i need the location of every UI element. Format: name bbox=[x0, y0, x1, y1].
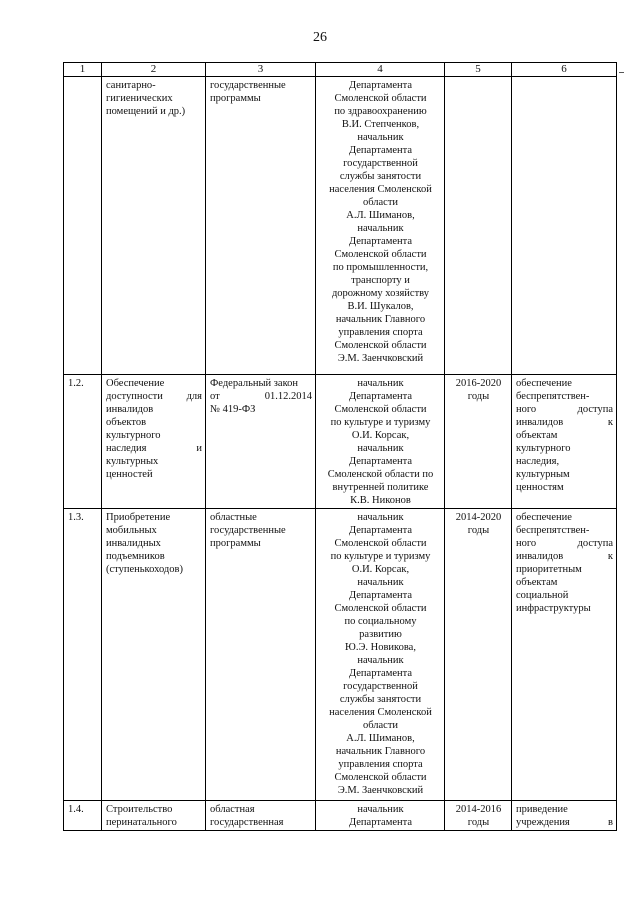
measure-line: (ступенькоходов) bbox=[106, 564, 183, 575]
responsible-line: внутренней политике bbox=[332, 482, 429, 493]
responsible-line: О.И. Корсак, bbox=[351, 430, 410, 441]
result-line: наследия, bbox=[516, 456, 560, 467]
basis-cell bbox=[206, 801, 316, 831]
measure-line: наследия и bbox=[106, 443, 202, 454]
basis-line: областные bbox=[210, 512, 257, 523]
measure-line: культурных bbox=[106, 456, 159, 467]
basis-line: программы bbox=[210, 538, 261, 549]
basis-cell bbox=[206, 375, 316, 509]
responsible-line: А.Л. Шиманов, bbox=[346, 733, 415, 744]
measure-line: Приобретение bbox=[106, 512, 171, 523]
result-line: обеспечение bbox=[516, 512, 572, 523]
table-row bbox=[64, 77, 617, 375]
responsible-line: Смоленской области bbox=[334, 340, 427, 351]
responsible-line: Смоленской области bbox=[334, 772, 427, 783]
column-header: 4 bbox=[316, 63, 445, 77]
result-line: инвалидов к bbox=[516, 417, 613, 428]
responsible-line: Департамента bbox=[348, 236, 413, 247]
basis-line: Федеральный закон bbox=[210, 378, 299, 389]
responsible-line: начальник bbox=[357, 577, 404, 588]
result-line: инвалидов к bbox=[516, 551, 613, 562]
responsible-line: государственной bbox=[343, 158, 418, 169]
result-line: объектам bbox=[516, 577, 558, 588]
measures-table bbox=[63, 62, 617, 831]
result-line: приведение bbox=[516, 804, 568, 815]
responsible-line: К.В. Никонов bbox=[350, 495, 411, 506]
measure-line: культурного bbox=[106, 430, 161, 441]
responsible-line: службы занятости bbox=[339, 694, 422, 705]
measure-line: инвалидных bbox=[106, 538, 161, 549]
responsible-line: Смоленской области bbox=[334, 404, 427, 415]
result-line: объектам bbox=[516, 430, 558, 441]
period-line: годы bbox=[467, 525, 490, 536]
column-header: 6 bbox=[512, 63, 617, 77]
measure-line: доступности для bbox=[106, 391, 202, 402]
responsible-line: Смоленской области bbox=[334, 603, 427, 614]
measure-line: перинатального bbox=[106, 817, 177, 828]
basis-cell bbox=[206, 509, 316, 801]
responsible-line: по культуре и туризму bbox=[330, 417, 431, 428]
basis-line: государственная bbox=[210, 817, 284, 828]
period-cell bbox=[445, 509, 512, 801]
period-cell bbox=[445, 77, 512, 375]
responsible-line: начальник bbox=[357, 132, 404, 143]
page-number: 26 bbox=[313, 30, 327, 45]
measure-line: ценностей bbox=[106, 469, 153, 480]
basis-line: программы bbox=[210, 93, 261, 104]
basis-line: от 01.12.2014 bbox=[210, 391, 312, 402]
period-line: годы bbox=[467, 817, 490, 828]
responsible-line: дорожному хозяйству bbox=[331, 288, 430, 299]
responsible-line: развитию bbox=[359, 629, 402, 640]
column-header: 1 bbox=[64, 63, 102, 77]
responsible-line: начальник bbox=[357, 223, 404, 234]
responsible-line: А.Л. Шиманов, bbox=[346, 210, 415, 221]
result-cell bbox=[512, 375, 617, 509]
result-line: беспрепятствен- bbox=[516, 525, 590, 536]
result-line: инфраструктуры bbox=[516, 603, 591, 614]
measure-line: инвалидов bbox=[106, 404, 154, 415]
responsible-cell bbox=[316, 801, 445, 831]
responsible-line: Департамента bbox=[348, 668, 413, 679]
responsible-line: Департамента bbox=[348, 590, 413, 601]
measure-cell bbox=[102, 801, 206, 831]
result-line: культурным bbox=[516, 469, 570, 480]
basis-line: областная bbox=[210, 804, 255, 815]
responsible-line: В.И. Шукалов, bbox=[347, 301, 414, 312]
responsible-line: Департамента bbox=[348, 525, 413, 536]
responsible-line: по здравоохранению bbox=[334, 106, 427, 117]
responsible-line: Смоленской области по bbox=[327, 469, 434, 480]
responsible-line: Смоленской области bbox=[334, 93, 427, 104]
measure-cell bbox=[102, 375, 206, 509]
responsible-line: Смоленской области bbox=[334, 538, 427, 549]
responsible-line: государственной bbox=[343, 681, 418, 692]
period-cell bbox=[445, 801, 512, 831]
responsible-cell bbox=[316, 375, 445, 509]
measure-line: Строительство bbox=[106, 804, 173, 815]
measure-line: помещений и др.) bbox=[106, 106, 186, 117]
row-number: 1.2. bbox=[64, 375, 102, 509]
row-number: 1.3. bbox=[64, 509, 102, 801]
responsible-line: начальник bbox=[357, 655, 404, 666]
result-line: обеспечение bbox=[516, 378, 572, 389]
period-cell bbox=[445, 375, 512, 509]
responsible-line: начальник bbox=[357, 378, 404, 389]
measure-line: мобильных bbox=[106, 525, 157, 536]
table-header-row bbox=[64, 63, 617, 77]
measure-line: объектов bbox=[106, 417, 147, 428]
result-line: ного доступа bbox=[516, 538, 613, 549]
basis-line: государственные bbox=[210, 525, 286, 536]
row-number: 1.4. bbox=[64, 801, 102, 831]
responsible-line: Департамента bbox=[348, 456, 413, 467]
measure-cell bbox=[102, 509, 206, 801]
responsible-line: Э.М. Заенчковский bbox=[337, 785, 424, 796]
responsible-line: начальник bbox=[357, 804, 404, 815]
responsible-cell bbox=[316, 77, 445, 375]
responsible-line: области bbox=[362, 720, 399, 731]
responsible-line: начальник Главного bbox=[335, 314, 426, 325]
responsible-line: службы занятости bbox=[339, 171, 422, 182]
responsible-line: Ю.Э. Новикова, bbox=[345, 642, 416, 653]
margin-tick bbox=[619, 72, 624, 73]
responsible-line: транспорту и bbox=[351, 275, 410, 286]
period-line: годы bbox=[467, 391, 490, 402]
responsible-line: управления спорта bbox=[338, 759, 423, 770]
basis-line: № 419-ФЗ bbox=[210, 404, 256, 415]
responsible-line: Департамента bbox=[348, 391, 413, 402]
responsible-line: Департамента bbox=[348, 817, 413, 828]
measure-line: подъемников bbox=[106, 551, 165, 562]
period-line: 2016-2020 bbox=[455, 378, 502, 389]
responsible-line: начальник bbox=[357, 512, 404, 523]
responsible-line: по культуре и туризму bbox=[330, 551, 431, 562]
responsible-line: Э.М. Заенчковский bbox=[337, 353, 424, 364]
result-line: социальной bbox=[516, 590, 569, 601]
result-cell bbox=[512, 801, 617, 831]
measure-line: Обеспечение bbox=[106, 378, 165, 389]
table-row bbox=[64, 375, 617, 509]
basis-cell bbox=[206, 77, 316, 375]
result-line: учреждения в bbox=[516, 817, 613, 828]
responsible-line: Смоленской области bbox=[334, 249, 427, 260]
result-line: приоритетным bbox=[516, 564, 582, 575]
period-line: 2014-2016 bbox=[455, 804, 502, 815]
table-row bbox=[64, 801, 617, 831]
measure-line: санитарно- bbox=[106, 80, 156, 91]
result-line: культурного bbox=[516, 443, 571, 454]
period-line: 2014-2020 bbox=[455, 512, 502, 523]
result-cell bbox=[512, 509, 617, 801]
responsible-line: Департамента bbox=[348, 80, 413, 91]
responsible-line: В.И. Степченков, bbox=[341, 119, 420, 130]
result-cell bbox=[512, 77, 617, 375]
column-header: 3 bbox=[206, 63, 316, 77]
responsible-line: управления спорта bbox=[338, 327, 423, 338]
responsible-line: О.И. Корсак, bbox=[351, 564, 410, 575]
measure-cell bbox=[102, 77, 206, 375]
column-header: 2 bbox=[102, 63, 206, 77]
result-line: ценностям bbox=[516, 482, 564, 493]
basis-line: государственные bbox=[210, 80, 286, 91]
table-row bbox=[64, 509, 617, 801]
responsible-line: начальник bbox=[357, 443, 404, 454]
row-number bbox=[64, 77, 102, 375]
responsible-cell bbox=[316, 509, 445, 801]
result-line: беспрепятствен- bbox=[516, 391, 590, 402]
measure-line: гигиенических bbox=[106, 93, 173, 104]
responsible-line: населения Смоленской bbox=[329, 707, 432, 718]
responsible-line: по социальному bbox=[344, 616, 417, 627]
result-line: ного доступа bbox=[516, 404, 613, 415]
responsible-line: области bbox=[362, 197, 399, 208]
responsible-line: начальник Главного bbox=[335, 746, 426, 757]
responsible-line: Департамента bbox=[348, 145, 413, 156]
column-header: 5 bbox=[445, 63, 512, 77]
responsible-line: по промышленности, bbox=[332, 262, 429, 273]
responsible-line: населения Смоленской bbox=[329, 184, 432, 195]
